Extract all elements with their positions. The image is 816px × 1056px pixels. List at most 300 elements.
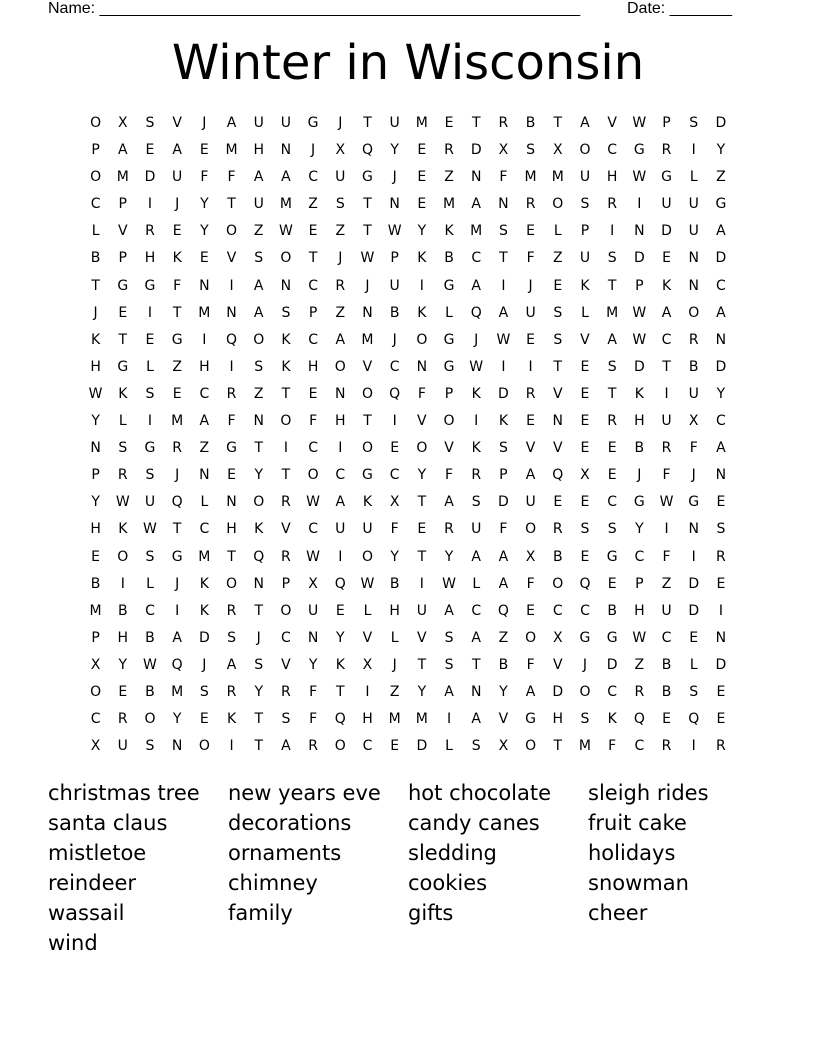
grid-cell[interactable]: D [715, 250, 727, 267]
grid-cell[interactable]: C [716, 277, 726, 294]
grid-cell[interactable]: U [688, 223, 699, 240]
grid-cell[interactable]: N [171, 738, 183, 755]
grid-cell[interactable]: S [444, 629, 454, 646]
grid-cell[interactable]: W [143, 656, 157, 673]
grid-cell[interactable]: J [392, 169, 397, 186]
grid-cell[interactable]: W [632, 304, 647, 321]
grid-cell[interactable]: P [635, 575, 644, 592]
grid-cell[interactable]: E [607, 467, 617, 484]
grid-cell[interactable]: Z [552, 250, 563, 267]
grid-cell[interactable]: R [308, 738, 318, 755]
grid-cell[interactable]: E [580, 440, 590, 457]
grid-cell[interactable]: G [443, 358, 455, 375]
grid-cell[interactable]: C [335, 467, 346, 484]
grid-cell[interactable]: G [579, 629, 591, 646]
grid-cell[interactable]: P [91, 467, 100, 484]
grid-cell[interactable]: Y [336, 629, 345, 646]
grid-cell[interactable]: Y [417, 683, 427, 700]
grid-cell[interactable]: Z [308, 196, 318, 213]
grid-cell[interactable]: I [691, 548, 696, 565]
grid-cell[interactable]: R [661, 142, 672, 159]
grid-cell[interactable]: C [716, 413, 726, 430]
grid-cell[interactable]: F [417, 385, 426, 402]
grid-cell[interactable]: E [580, 494, 590, 511]
grid-cell[interactable]: Y [390, 142, 399, 159]
grid-cell[interactable]: Q [334, 575, 346, 592]
grid-cell[interactable]: I [637, 196, 642, 213]
grid-cell[interactable]: I [147, 413, 153, 430]
grid-cell[interactable]: K [199, 602, 209, 619]
grid-cell[interactable]: T [254, 602, 263, 619]
grid-cell[interactable]: T [336, 683, 345, 700]
grid-cell[interactable]: N [253, 413, 264, 430]
grid-cell[interactable]: K [471, 440, 481, 457]
grid-cell[interactable]: O [552, 196, 564, 213]
grid-cell[interactable]: K [91, 331, 101, 348]
grid-cell[interactable]: U [525, 304, 536, 321]
grid-cell[interactable]: D [633, 250, 645, 267]
grid-cell[interactable]: K [362, 494, 373, 511]
grid-cell[interactable]: O [307, 467, 319, 484]
grid-cell[interactable]: I [229, 277, 234, 294]
grid-cell[interactable]: D [715, 115, 727, 131]
grid-cell[interactable]: E [145, 142, 155, 159]
grid-cell[interactable]: D [715, 358, 727, 375]
grid-cell[interactable]: T [662, 358, 671, 375]
grid-cell[interactable]: V [281, 656, 291, 673]
grid-cell[interactable]: B [90, 250, 101, 267]
grid-cell[interactable]: W [306, 494, 321, 511]
grid-cell[interactable]: H [144, 250, 156, 267]
grid-cell[interactable]: Z [389, 683, 400, 700]
grid-cell[interactable]: N [199, 277, 210, 294]
grid-cell[interactable]: B [389, 304, 400, 321]
grid-cell[interactable]: Y [716, 385, 726, 402]
grid-cell[interactable]: P [635, 277, 644, 294]
grid-cell[interactable]: E [335, 602, 345, 619]
grid-cell[interactable]: C [145, 602, 155, 619]
grid-cell[interactable]: T [553, 738, 563, 755]
grid-cell[interactable]: G [117, 358, 129, 375]
grid-cell[interactable]: R [226, 602, 237, 619]
grid-cell[interactable]: G [171, 331, 183, 348]
grid-cell[interactable]: Y [254, 467, 263, 484]
grid-cell[interactable]: N [715, 331, 727, 348]
grid-cell[interactable]: Y [200, 196, 209, 213]
grid-cell[interactable]: S [254, 656, 264, 673]
grid-cell[interactable]: G [606, 548, 618, 565]
grid-cell[interactable]: S [607, 250, 617, 267]
grid-cell[interactable]: O [198, 738, 210, 755]
grid-cell[interactable]: Q [171, 494, 183, 511]
grid-cell[interactable]: A [716, 223, 726, 240]
grid-cell[interactable]: Y [417, 467, 427, 484]
grid-cell[interactable]: H [117, 629, 129, 646]
grid-cell[interactable]: T [417, 494, 427, 511]
grid-cell[interactable]: X [525, 548, 536, 565]
grid-cell[interactable]: R [444, 521, 454, 538]
grid-cell[interactable]: C [362, 738, 373, 755]
grid-cell[interactable]: E [553, 494, 563, 511]
grid-cell[interactable]: T [172, 521, 182, 538]
grid-cell[interactable]: D [688, 575, 700, 592]
grid-cell[interactable]: D [633, 358, 645, 375]
grid-cell[interactable]: G [443, 331, 455, 348]
grid-cell[interactable]: D [661, 223, 672, 240]
grid-cell[interactable]: K [580, 277, 590, 294]
grid-cell[interactable]: X [389, 494, 400, 511]
grid-cell[interactable]: P [308, 304, 318, 321]
grid-cell[interactable]: N [498, 196, 509, 213]
grid-cell[interactable]: V [552, 385, 563, 402]
grid-cell[interactable]: U [117, 738, 128, 755]
grid-cell[interactable]: A [498, 304, 509, 321]
grid-cell[interactable]: S [471, 738, 481, 755]
grid-cell[interactable]: I [419, 277, 424, 294]
grid-cell[interactable]: J [637, 467, 642, 484]
grid-cell[interactable]: A [335, 494, 346, 511]
grid-cell[interactable]: S [580, 196, 590, 213]
grid-cell[interactable]: M [388, 711, 401, 728]
grid-cell[interactable]: P [444, 385, 454, 402]
grid-cell[interactable]: W [143, 521, 157, 538]
grid-cell[interactable]: L [581, 304, 589, 321]
grid-cell[interactable]: Y [635, 521, 644, 538]
grid-cell[interactable]: T [227, 548, 236, 565]
grid-cell[interactable]: F [526, 575, 535, 592]
grid-cell[interactable]: E [607, 440, 617, 457]
grid-cell[interactable]: P [91, 142, 100, 159]
grid-cell[interactable]: C [281, 629, 291, 646]
grid-cell[interactable]: H [226, 521, 237, 538]
grid-cell[interactable]: A [444, 683, 454, 700]
grid-cell[interactable]: O [525, 629, 537, 646]
grid-cell[interactable]: U [661, 196, 672, 213]
grid-cell[interactable]: O [90, 683, 102, 700]
grid-cell[interactable]: W [632, 629, 647, 646]
grid-cell[interactable]: M [89, 602, 102, 619]
grid-cell[interactable]: L [445, 304, 453, 321]
grid-cell[interactable]: S [580, 521, 590, 538]
grid-cell[interactable]: C [90, 711, 101, 728]
grid-cell[interactable]: G [117, 277, 129, 294]
grid-cell[interactable]: A [444, 494, 454, 511]
grid-cell[interactable]: L [118, 413, 127, 430]
grid-cell[interactable]: U [688, 196, 699, 213]
grid-cell[interactable]: Y [172, 711, 182, 728]
grid-cell[interactable]: M [198, 304, 211, 321]
grid-cell[interactable]: Q [579, 575, 591, 592]
grid-cell[interactable]: T [363, 115, 372, 131]
grid-cell[interactable]: T [254, 711, 263, 728]
grid-cell[interactable]: Y [716, 142, 726, 159]
grid-cell[interactable]: O [525, 738, 537, 755]
grid-cell[interactable]: A [580, 115, 590, 131]
grid-cell[interactable]: U [144, 494, 156, 511]
grid-cell[interactable]: T [254, 440, 263, 457]
grid-cell[interactable]: D [552, 683, 564, 700]
grid-cell[interactable]: I [446, 711, 452, 728]
grid-cell[interactable]: E [308, 385, 318, 402]
grid-cell[interactable]: K [417, 250, 427, 267]
grid-cell[interactable]: M [116, 169, 129, 186]
grid-cell[interactable]: S [145, 115, 155, 131]
grid-cell[interactable]: A [607, 331, 617, 348]
grid-cell[interactable]: A [471, 277, 481, 294]
grid-cell[interactable]: L [472, 575, 481, 592]
grid-cell[interactable]: W [632, 331, 647, 348]
grid-cell[interactable]: S [254, 358, 264, 375]
grid-cell[interactable]: Z [335, 304, 346, 321]
grid-cell[interactable]: S [444, 656, 454, 673]
grid-cell[interactable]: W [632, 115, 647, 131]
grid-cell[interactable]: U [471, 521, 482, 538]
grid-cell[interactable]: W [632, 169, 647, 186]
grid-cell[interactable]: M [171, 413, 184, 430]
grid-cell[interactable]: C [471, 250, 482, 267]
grid-cell[interactable]: T [227, 196, 236, 213]
grid-cell[interactable]: Z [498, 629, 509, 646]
grid-cell[interactable]: V [525, 440, 536, 457]
grid-cell[interactable]: O [280, 250, 292, 267]
grid-cell[interactable]: S [118, 440, 128, 457]
grid-cell[interactable]: J [528, 277, 533, 294]
grid-cell[interactable]: T [281, 467, 291, 484]
grid-cell[interactable]: B [552, 548, 563, 565]
grid-cell[interactable]: K [661, 277, 672, 294]
grid-cell[interactable]: S [716, 521, 726, 538]
grid-cell[interactable]: K [471, 385, 481, 402]
grid-cell[interactable]: F [445, 467, 454, 484]
grid-cell[interactable]: S [254, 250, 264, 267]
grid-cell[interactable]: J [93, 304, 98, 321]
grid-cell[interactable]: A [281, 169, 291, 186]
grid-cell[interactable]: I [338, 548, 343, 565]
grid-cell[interactable]: F [526, 250, 535, 267]
grid-cell[interactable]: F [227, 169, 236, 186]
grid-cell[interactable]: K [254, 521, 264, 538]
grid-cell[interactable]: M [171, 683, 184, 700]
grid-cell[interactable]: Z [172, 358, 182, 375]
grid-cell[interactable]: H [606, 169, 618, 186]
grid-cell[interactable]: I [501, 358, 506, 375]
grid-cell[interactable]: L [553, 223, 562, 240]
grid-cell[interactable]: U [579, 250, 591, 267]
grid-cell[interactable]: V [362, 358, 373, 375]
grid-cell[interactable]: H [90, 521, 101, 538]
grid-cell[interactable]: W [115, 494, 130, 511]
grid-cell[interactable]: M [470, 223, 483, 240]
grid-cell[interactable]: P [281, 575, 291, 592]
grid-cell[interactable]: Q [361, 142, 373, 159]
grid-cell[interactable]: J [691, 467, 696, 484]
grid-cell[interactable]: Q [470, 304, 482, 321]
grid-cell[interactable]: E [526, 602, 536, 619]
grid-cell[interactable]: H [634, 602, 645, 619]
grid-cell[interactable]: R [281, 683, 291, 700]
grid-cell[interactable]: J [175, 196, 180, 213]
grid-cell[interactable]: R [716, 738, 726, 755]
grid-cell[interactable]: S [553, 331, 563, 348]
grid-cell[interactable]: U [579, 169, 591, 186]
grid-cell[interactable]: O [361, 548, 373, 565]
grid-cell[interactable]: E [553, 277, 563, 294]
grid-cell[interactable]: O [334, 358, 346, 375]
grid-cell[interactable]: J [175, 467, 180, 484]
grid-cell[interactable]: Y [118, 656, 128, 673]
grid-cell[interactable]: T [607, 277, 617, 294]
grid-cell[interactable]: R [471, 467, 482, 484]
grid-cell[interactable]: W [387, 223, 402, 240]
grid-cell[interactable]: B [90, 575, 101, 592]
grid-cell[interactable]: I [147, 196, 153, 213]
grid-cell[interactable]: T [553, 115, 563, 131]
grid-cell[interactable]: O [253, 331, 265, 348]
grid-cell[interactable]: S [553, 304, 563, 321]
grid-cell[interactable]: E [390, 440, 400, 457]
grid-cell[interactable]: E [716, 575, 726, 592]
grid-cell[interactable]: G [144, 440, 156, 457]
grid-cell[interactable]: W [360, 250, 375, 267]
grid-cell[interactable]: U [335, 169, 346, 186]
grid-cell[interactable]: H [253, 142, 264, 159]
grid-cell[interactable]: S [145, 738, 155, 755]
grid-cell[interactable]: A [525, 467, 536, 484]
grid-cell[interactable]: O [280, 413, 292, 430]
grid-cell[interactable]: F [309, 683, 318, 700]
grid-cell[interactable]: P [390, 250, 399, 267]
grid-cell[interactable]: B [444, 250, 454, 267]
grid-cell[interactable]: T [553, 358, 563, 375]
grid-cell[interactable]: R [688, 331, 699, 348]
grid-cell[interactable]: K [417, 304, 427, 321]
grid-cell[interactable]: F [309, 413, 318, 430]
grid-cell[interactable]: G [633, 494, 645, 511]
grid-cell[interactable]: S [526, 142, 536, 159]
grid-cell[interactable]: T [417, 656, 427, 673]
grid-cell[interactable]: E [199, 711, 209, 728]
grid-cell[interactable]: C [661, 629, 672, 646]
grid-cell[interactable]: R [145, 223, 155, 240]
grid-cell[interactable]: J [202, 115, 207, 131]
grid-cell[interactable]: X [90, 656, 101, 673]
grid-cell[interactable]: G [362, 467, 373, 484]
grid-cell[interactable]: J [311, 142, 316, 159]
grid-cell[interactable]: S [498, 440, 508, 457]
grid-cell[interactable]: B [525, 115, 536, 131]
grid-cell[interactable]: R [117, 467, 128, 484]
grid-cell[interactable]: F [499, 521, 508, 538]
grid-cell[interactable]: Q [171, 656, 183, 673]
grid-cell[interactable]: V [417, 629, 427, 646]
grid-cell[interactable]: T [471, 115, 481, 131]
grid-cell[interactable]: U [335, 521, 346, 538]
grid-cell[interactable]: N [688, 277, 699, 294]
grid-cell[interactable]: A [172, 629, 182, 646]
grid-cell[interactable]: N [715, 467, 727, 484]
grid-cell[interactable]: A [661, 304, 672, 321]
grid-cell[interactable]: E [417, 521, 427, 538]
grid-cell[interactable]: K [281, 358, 291, 375]
grid-cell[interactable]: O [117, 548, 129, 565]
grid-cell[interactable]: E [662, 711, 671, 728]
grid-cell[interactable]: Z [335, 223, 346, 240]
grid-cell[interactable]: J [256, 629, 261, 646]
grid-cell[interactable]: C [199, 521, 210, 538]
grid-cell[interactable]: E [199, 142, 209, 159]
grid-cell[interactable]: F [390, 521, 399, 538]
grid-cell[interactable]: Y [254, 683, 263, 700]
grid-cell[interactable]: E [118, 304, 128, 321]
grid-cell[interactable]: A [253, 277, 264, 294]
grid-cell[interactable]: E [689, 629, 699, 646]
grid-cell[interactable]: C [552, 602, 563, 619]
grid-cell[interactable]: J [338, 115, 343, 131]
grid-cell[interactable]: I [229, 738, 234, 755]
grid-cell[interactable]: E [716, 683, 726, 700]
grid-cell[interactable]: C [580, 602, 590, 619]
grid-cell[interactable]: A [117, 142, 128, 159]
grid-cell[interactable]: G [443, 277, 455, 294]
grid-cell[interactable]: A [716, 304, 726, 321]
grid-cell[interactable]: N [389, 196, 400, 213]
grid-cell[interactable]: E [172, 223, 182, 240]
grid-cell[interactable]: I [202, 331, 207, 348]
grid-cell[interactable]: A [444, 602, 454, 619]
grid-cell[interactable]: X [362, 656, 373, 673]
grid-cell[interactable]: E [308, 223, 318, 240]
grid-cell[interactable]: O [226, 223, 238, 240]
grid-cell[interactable]: M [225, 142, 238, 159]
grid-cell[interactable]: S [580, 711, 590, 728]
grid-cell[interactable]: B [145, 629, 155, 646]
grid-cell[interactable]: M [415, 711, 428, 728]
grid-cell[interactable]: K [172, 250, 182, 267]
grid-cell[interactable]: F [662, 548, 671, 565]
grid-cell[interactable]: S [607, 521, 617, 538]
grid-cell[interactable]: V [117, 223, 128, 240]
grid-cell[interactable]: Y [200, 223, 209, 240]
grid-cell[interactable]: O [579, 142, 591, 159]
grid-cell[interactable]: B [661, 683, 672, 700]
grid-cell[interactable]: T [417, 548, 427, 565]
grid-cell[interactable]: V [552, 656, 563, 673]
grid-cell[interactable]: H [90, 358, 101, 375]
grid-cell[interactable]: A [471, 711, 481, 728]
grid-cell[interactable]: N [688, 250, 699, 267]
grid-cell[interactable]: F [662, 467, 671, 484]
grid-cell[interactable]: N [552, 413, 564, 430]
grid-cell[interactable]: R [444, 142, 454, 159]
grid-cell[interactable]: A [226, 115, 237, 131]
grid-cell[interactable]: X [308, 575, 318, 592]
grid-cell[interactable]: E [526, 413, 536, 430]
grid-cell[interactable]: E [145, 331, 155, 348]
grid-cell[interactable]: L [689, 169, 698, 186]
grid-cell[interactable]: B [389, 575, 400, 592]
grid-cell[interactable]: K [281, 331, 291, 348]
grid-cell[interactable]: M [279, 196, 292, 213]
grid-cell[interactable]: M [442, 196, 456, 213]
grid-cell[interactable]: Z [253, 385, 264, 402]
grid-cell[interactable]: L [445, 738, 453, 755]
grid-cell[interactable]: L [363, 602, 372, 619]
grid-cell[interactable]: E [526, 331, 536, 348]
grid-cell[interactable]: X [117, 115, 128, 131]
grid-cell[interactable]: E [444, 115, 454, 131]
grid-cell[interactable]: C [389, 467, 400, 484]
grid-cell[interactable]: E [662, 250, 671, 267]
